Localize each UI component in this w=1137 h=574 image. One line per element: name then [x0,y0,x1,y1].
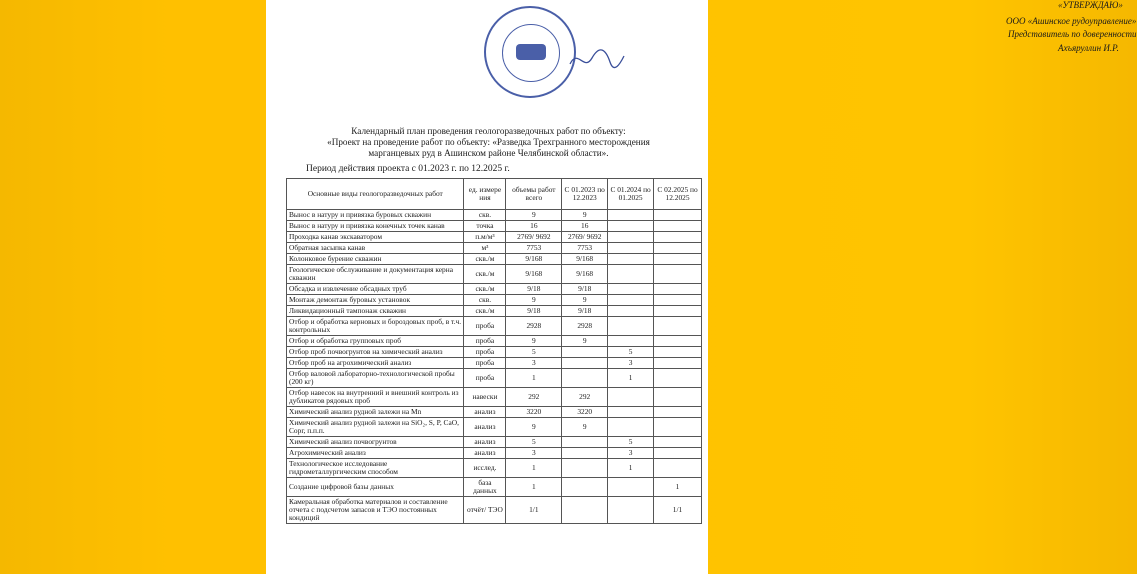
table-row [287,210,702,221]
cell-unit: отчёт/ ТЭО [464,497,506,524]
cell-period-2 [608,243,654,254]
cell-period-1: 16 [562,221,608,232]
approval-representative: Представитель по доверенности [1008,29,1137,39]
cell-period-2 [608,336,654,347]
cell-period-3 [654,221,702,232]
cell-period-3: 1 [654,478,702,497]
cell-period-3 [654,347,702,358]
cell-period-3 [654,369,702,388]
cell-work: Проходка канав экскаватором [287,232,464,243]
cell-period-2 [608,210,654,221]
cell-period-1: 9/18 [562,284,608,295]
table-row [287,295,702,306]
cell-unit: скв./м [464,306,506,317]
cell-period-3 [654,317,702,336]
work-plan-table [286,178,702,524]
cell-period-2 [608,388,654,407]
approval-company: ООО «Ашинское рудоуправление» [1006,16,1137,26]
cell-total: 5 [506,437,562,448]
cell-period-1 [562,497,608,524]
cell-work: Создание цифровой базы данных [287,478,464,497]
cell-period-2: 3 [608,358,654,369]
cell-period-1: 9/168 [562,254,608,265]
cell-period-1 [562,459,608,478]
table-row [287,243,702,254]
cell-period-1 [562,347,608,358]
table-row [287,497,702,524]
cell-unit: скв./м [464,284,506,295]
cell-unit: база данных [464,478,506,497]
project-period: Период действия проекта с 01.2023 г. по 12.2025 г. [306,164,510,174]
cell-total: 292 [506,388,562,407]
cell-period-2 [608,254,654,265]
cell-period-2 [608,407,654,418]
cell-work: Отбор проб на агрохимический анализ [287,358,464,369]
cell-period-2 [608,497,654,524]
approval-person: Ахъяруллин И.Р. [1058,43,1119,53]
cell-work: Обсадка и извлечение обсадных труб [287,284,464,295]
table-row [287,358,702,369]
table-row [287,306,702,317]
table-row [287,369,702,388]
cell-total: 1 [506,369,562,388]
cell-work: Отбор валовой лабораторно-технологической пробы (200 кг) [287,369,464,388]
cell-work: Обратная засыпка канав [287,243,464,254]
table-row [287,478,702,497]
table-row [287,265,702,284]
cell-unit: анализ [464,418,506,437]
title-line-2: «Проект на проведение работ по объекту: «Разведка Трехгранного месторождения [327,137,650,147]
cell-total: 2769/ 9692 [506,232,562,243]
cell-unit: точка [464,221,506,232]
cell-unit: скв. [464,295,506,306]
cell-unit: скв./м [464,265,506,284]
cell-unit: исслед. [464,459,506,478]
cell-total: 7753 [506,243,562,254]
cell-period-3 [654,306,702,317]
cell-period-1: 9 [562,336,608,347]
approval-heading: «УТВЕРЖДАЮ» [1058,0,1123,10]
cell-total: 3 [506,358,562,369]
header-period-1: С 01.2023 по 12.2023 [562,179,608,210]
cell-period-3 [654,437,702,448]
cell-unit: анализ [464,437,506,448]
cell-period-2 [608,317,654,336]
cell-total: 9 [506,210,562,221]
cell-period-1: 9 [562,210,608,221]
cell-period-2: 1 [608,459,654,478]
cell-period-3 [654,358,702,369]
cell-total: 1/1 [506,497,562,524]
table-row [287,407,702,418]
cell-period-2: 5 [608,437,654,448]
cell-period-3 [654,388,702,407]
cell-period-3 [654,284,702,295]
cell-work: Монтаж демонтаж буровых установок [287,295,464,306]
cell-work: Химический анализ рудной залежи на SiO₂, S, P, CaO, Cорг, п.п.п. [287,418,464,437]
cell-work: Отбор и обработка групповых проб [287,336,464,347]
table-row [287,284,702,295]
cell-period-1: 2769/ 9692 [562,232,608,243]
cell-work: Камеральная обработка материалов и составление отчета с подсчетом запасов и ТЭО постоянных кондиций [287,497,464,524]
table-row [287,254,702,265]
cell-work: Химический анализ почвогрунтов [287,437,464,448]
cell-work: Вынос в натуру и привязка конечных точек канав [287,221,464,232]
cell-period-3: 1/1 [654,497,702,524]
document-page [266,0,1137,574]
cell-period-3 [654,210,702,221]
cell-work: Вынос в натуру и привязка буровых скважин [287,210,464,221]
cell-period-1 [562,437,608,448]
table-row [287,437,702,448]
cell-unit: проба [464,336,506,347]
cell-period-3 [654,254,702,265]
table-row [287,317,702,336]
cell-total: 9 [506,418,562,437]
cell-period-3 [654,407,702,418]
cell-period-2: 1 [608,369,654,388]
cell-unit: проба [464,317,506,336]
cell-work: Отбор проб почвогрунтов на химический анализ [287,347,464,358]
table-row [287,336,702,347]
header-total: объемы работ всего [506,179,562,210]
table-row [287,448,702,459]
cell-unit: п.м/м³ [464,232,506,243]
table-row [287,232,702,243]
cell-period-3 [654,418,702,437]
cell-period-1: 9/18 [562,306,608,317]
cell-work: Геологическое обслуживание и документация керна скважин [287,265,464,284]
cell-unit: м³ [464,243,506,254]
cell-work: Химический анализ рудной залежи на Mn [287,407,464,418]
cell-period-2 [608,295,654,306]
cell-work: Колонковое бурение скважин [287,254,464,265]
cell-period-2 [608,284,654,295]
cell-period-1: 292 [562,388,608,407]
cell-total: 9/168 [506,254,562,265]
cell-work: Ликвидационный тампонаж скважин [287,306,464,317]
cell-period-3 [654,243,702,254]
header-period-2: С 01.2024 по 01.2025 [608,179,654,210]
cell-period-1: 9/168 [562,265,608,284]
cell-period-1 [562,448,608,459]
cell-total: 3 [506,448,562,459]
cell-period-2 [608,265,654,284]
cell-unit: навески [464,388,506,407]
cell-total: 3220 [506,407,562,418]
table-row [287,388,702,407]
header-work: Основные виды геологоразведочных работ [287,179,464,210]
cell-unit: анализ [464,448,506,459]
cell-period-3 [654,295,702,306]
table-row [287,418,702,437]
document-title [276,126,701,159]
header-period-3: С 02.2025 по 12.2025 [654,179,702,210]
table-row [287,221,702,232]
header-unit: ед. измере ния [464,179,506,210]
cell-total: 9/168 [506,265,562,284]
cell-period-1 [562,358,608,369]
cell-period-2 [608,232,654,243]
cell-period-1 [562,369,608,388]
cell-unit: проба [464,347,506,358]
cell-period-2 [608,306,654,317]
cell-total: 9 [506,295,562,306]
cell-period-3 [654,265,702,284]
cell-unit: проба [464,358,506,369]
cell-work: Отбор и обработка керновых и бороздовых проб, в т.ч. контрольных [287,317,464,336]
cell-total: 1 [506,459,562,478]
cell-work: Агрохимический анализ [287,448,464,459]
cell-total: 9/18 [506,284,562,295]
cell-period-3 [654,448,702,459]
company-stamp [484,6,576,98]
table-row [287,459,702,478]
cell-total: 9 [506,336,562,347]
cell-period-2: 5 [608,347,654,358]
cell-unit: проба [464,369,506,388]
cell-period-1: 7753 [562,243,608,254]
cell-period-1: 3220 [562,407,608,418]
cell-work: Отбор навесок на внутренний и внешний контроль из дубликатов рядовых проб [287,388,464,407]
cell-unit: скв./м [464,254,506,265]
cell-unit: анализ [464,407,506,418]
cell-period-1: 2928 [562,317,608,336]
cell-total: 1 [506,478,562,497]
cell-period-1: 9 [562,418,608,437]
cell-period-2 [608,478,654,497]
cell-period-1 [562,478,608,497]
cell-period-2: 3 [608,448,654,459]
cell-total: 2928 [506,317,562,336]
title-line-1: Календарный план проведения геологоразведочных работ по объекту: [351,126,626,136]
cell-period-3 [654,459,702,478]
cell-total: 16 [506,221,562,232]
cell-unit: скв. [464,210,506,221]
table-row [287,347,702,358]
table-header-row [287,179,702,210]
title-line-3: марганцевых руд в Ашинском районе Челябинской области». [368,148,609,158]
cell-total: 9/18 [506,306,562,317]
cell-period-2 [608,418,654,437]
cell-work: Технологическое исследование гидрометаллургическим способом [287,459,464,478]
cell-total: 5 [506,347,562,358]
cell-period-1: 9 [562,295,608,306]
cell-period-3 [654,336,702,347]
signature-scribble [566,44,626,74]
cell-period-3 [654,232,702,243]
cell-period-2 [608,221,654,232]
